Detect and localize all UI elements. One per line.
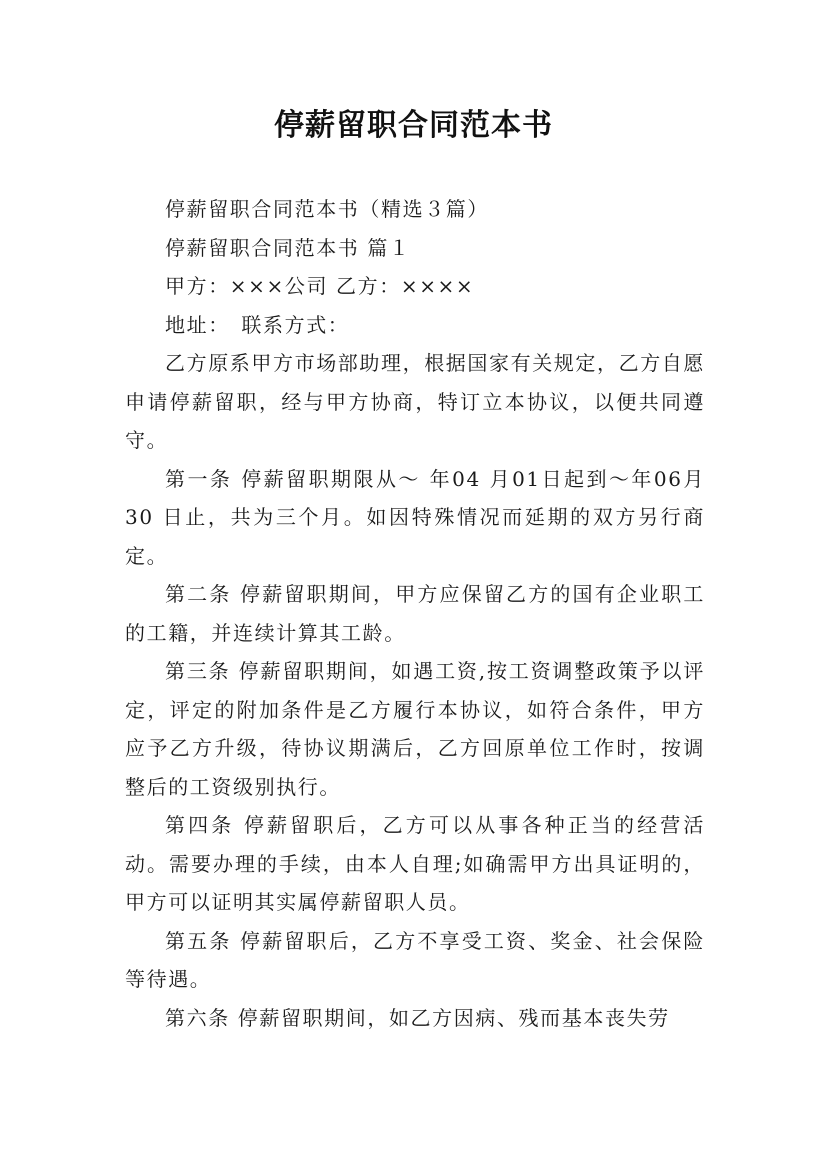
paragraph-article-2: 第二条 停薪留职期间，甲方应保留乙方的国有企业职工的工籍，并连续计算其工龄。 <box>125 582 705 645</box>
paragraph-subtitle: 停薪留职合同范本书（精选３篇） <box>165 197 489 221</box>
paragraph-article-1: 第一条 停薪留职期限从～ 年04 月01日起到～年06月30 日止，共为三个月。如因特殊情况而延期的双方另行商定。 <box>125 466 705 568</box>
paragraph-address-contact: 地址： 联系方式： <box>165 312 350 337</box>
paragraph-preamble: 乙方原系甲方市场部助理，根据国家有关规定，乙方自愿申请停薪留职，经与甲方协商，特订立本协议，以便共同遵守。 <box>125 351 705 452</box>
paragraph-article-6: 第六条 停薪留职期间，如乙方因病、残而基本丧失劳 <box>165 1005 670 1030</box>
paragraph-parties: 甲方：×××公司 乙方：×××× <box>165 274 475 298</box>
paragraph-article-4: 第四条 停薪留职后，乙方可以从事各种正当的经营活动。需要办理的手续，由本人自理;如确需甲方出具证明的，甲方可以证明其实属停薪留职人员。 <box>125 813 705 914</box>
document-body <box>125 190 705 1037</box>
document-title: 停薪留职合同范本书 <box>274 108 553 143</box>
paragraph-article-3: 第三条 停薪留职期间，如遇工资,按工资调整政策予以评定，评定的附加条件是乙方履行本协议，如符合条件，甲方应予乙方升级，待协议期满后，乙方回原单位工作时，按调整后的工资级别执行。 <box>125 659 705 799</box>
paragraph-section-heading: 停薪留职合同范本书 篇１ <box>165 235 411 260</box>
paragraph-article-5: 第五条 停薪留职后，乙方不享受工资、奖金、社会保险等待遇。 <box>125 928 705 991</box>
